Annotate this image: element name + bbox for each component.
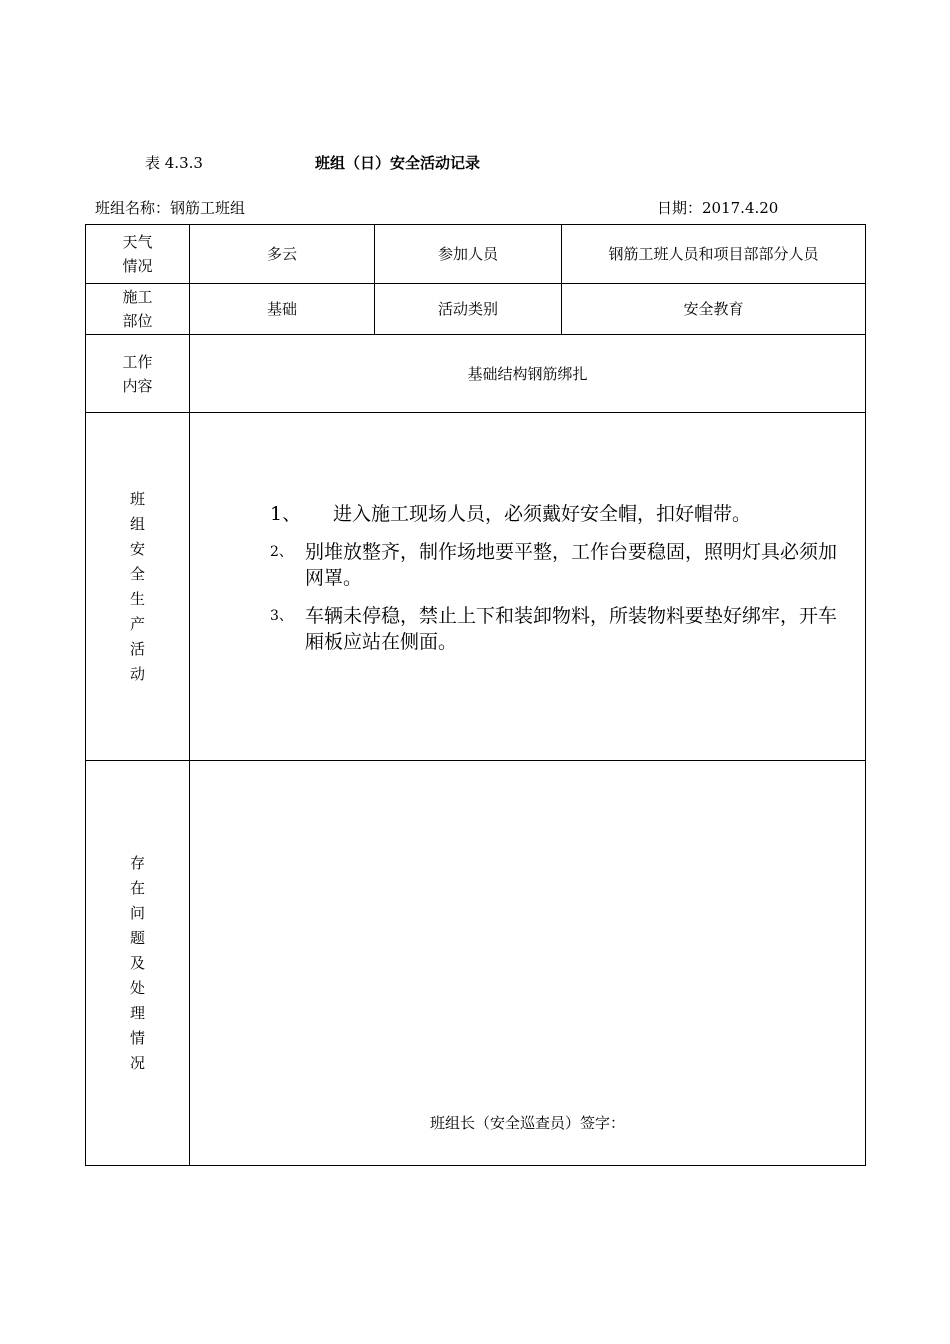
work-content-value: 基础结构钢筋绑扎 xyxy=(190,335,866,413)
table-number: 表 4.3.3 xyxy=(145,154,203,172)
document-title: 班组（日）安全活动记录 xyxy=(315,154,481,172)
signature-label: 班组长（安全巡查员）签字： xyxy=(429,1114,625,1132)
safety-item: 3、 车辆未停稳，禁止上下和装卸物料，所装物料要垫好绑牢，开车厢板应站在侧面。 xyxy=(270,605,838,653)
issues-content xyxy=(190,761,866,1166)
issues-label: 存 在 问 题 及 处 理 情 况 xyxy=(86,761,190,1166)
safety-activity-content xyxy=(190,413,866,761)
safety-item-list xyxy=(270,501,855,655)
safety-activity-form xyxy=(85,224,866,1166)
work-content-label: 工作 内容 xyxy=(86,335,190,413)
weather-label: 天气 情况 xyxy=(86,225,190,284)
participants-value: 钢筋工班人员和项目部部分人员 xyxy=(562,225,866,284)
record-date: 日期：2017.4.20 xyxy=(657,199,779,217)
team-name: 班组名称：钢筋工班组 xyxy=(95,199,246,217)
location-label: 施工 部位 xyxy=(86,284,190,335)
activity-type-label: 活动类别 xyxy=(375,284,562,335)
safety-item: 2、 别堆放整齐，制作场地要平整，工作台要稳固，照明灯具必须加网罩。 xyxy=(270,541,838,589)
location-value: 基础 xyxy=(190,284,375,335)
location-row xyxy=(86,284,866,335)
participants-label: 参加人员 xyxy=(375,225,562,284)
work-content-row xyxy=(86,335,866,413)
weather-row xyxy=(86,225,866,284)
weather-value: 多云 xyxy=(190,225,375,284)
safety-item: 1、 进入施工现场人员，必须戴好安全帽，扣好帽带。 xyxy=(270,503,752,525)
safety-activity-label: 班 组 安 全 生 产 活 动 xyxy=(86,413,190,761)
issues-row xyxy=(86,761,866,1166)
activity-type-value: 安全教育 xyxy=(562,284,866,335)
safety-activity-row xyxy=(86,413,866,761)
